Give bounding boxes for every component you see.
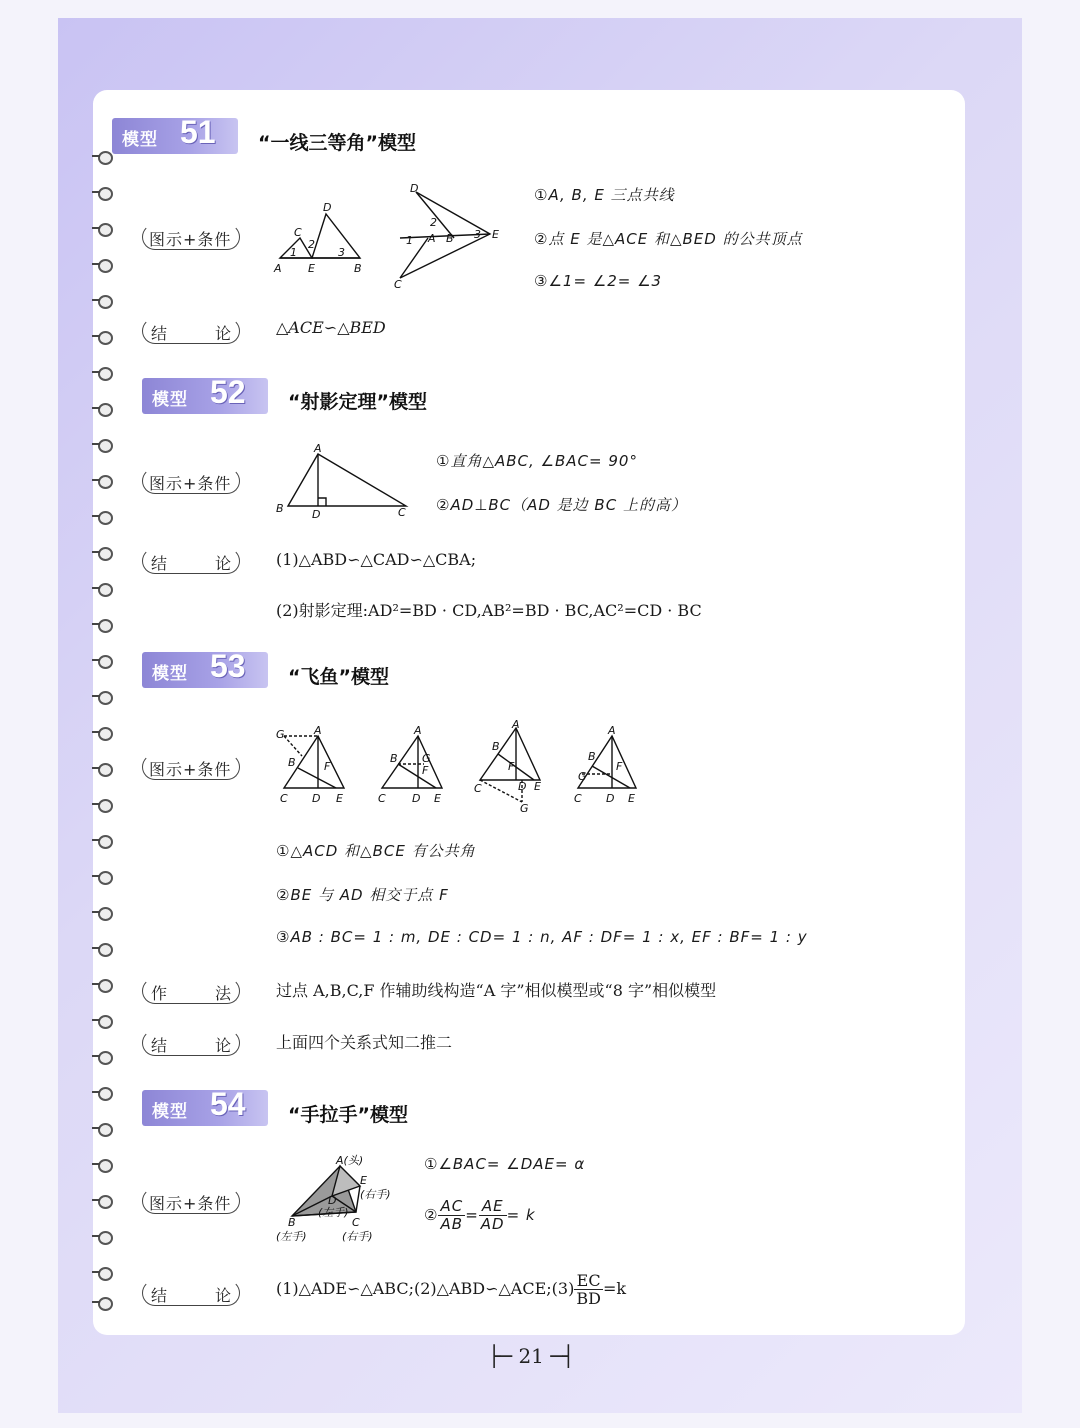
badge-number: 53 — [210, 648, 246, 684]
model-54-title: “手拉手”模型 — [288, 1104, 408, 1126]
svg-text:F: F — [508, 760, 515, 773]
model-52-title: “射影定理”模型 — [288, 391, 427, 413]
model-51-condition-3: ③∠1= ∠2= ∠3 — [534, 272, 663, 290]
figure-condition-label: 图示+条件 — [142, 224, 240, 250]
conclusion-label: 结 论 — [142, 1280, 240, 1306]
model-53-badge — [142, 648, 268, 688]
badge-word: 模型 — [152, 390, 188, 410]
svg-text:E: E — [628, 792, 635, 805]
model-51-condition-2: ②点 E 是△ACE 和△BED 的公共顶点 — [534, 230, 803, 248]
model-54-condition-2: ② $\frac{AC}{AB}$ = $\frac{AE}{AD}$ = k — [424, 1197, 536, 1233]
model-52-conclusion-2: (2)射影定理:AD²=BD · CD,AB²=BD · BC,AC²=CD · BC — [276, 601, 702, 620]
svg-text:C: C — [378, 792, 386, 805]
flying-fish-figure-3 — [474, 718, 541, 815]
model-54-badge — [142, 1086, 268, 1126]
svg-text:A: A — [512, 718, 520, 731]
svg-text:C: C — [574, 792, 582, 805]
svg-text:B: B — [354, 262, 362, 275]
svg-text:B: B — [276, 502, 284, 515]
svg-text:G: G — [276, 728, 285, 741]
svg-text:C: C — [280, 792, 288, 805]
svg-text:(左手): (左手) — [318, 1206, 349, 1219]
svg-text:E: E — [336, 792, 343, 805]
svg-text:A: A — [274, 262, 282, 275]
svg-text:B: B — [288, 1216, 296, 1229]
model-54-condition-1: ①∠BAC= ∠DAE= α — [424, 1155, 586, 1173]
svg-text:B: B — [288, 756, 296, 769]
model-53-figures — [272, 718, 652, 816]
svg-text:C: C — [474, 782, 482, 795]
svg-text:C: C — [398, 506, 406, 519]
svg-text:A: A — [414, 724, 422, 737]
svg-text:A: A — [314, 442, 322, 455]
conclusion-label: 结 论 — [142, 548, 240, 574]
svg-text:E: E — [434, 792, 441, 805]
model-53-condition-2: ②BE 与 AD 相交于点 F — [276, 886, 449, 904]
badge-word: 模型 — [122, 130, 158, 150]
svg-text:A: A — [608, 724, 616, 737]
svg-text:D: D — [606, 792, 615, 805]
model-51-badge — [112, 114, 238, 154]
svg-text:E: E — [308, 262, 315, 275]
svg-text:A: A — [428, 232, 436, 245]
model-51-condition-1: ①A, B, E 三点共线 — [534, 186, 675, 204]
svg-text:A(头): A(头) — [336, 1154, 364, 1167]
svg-text:F: F — [324, 760, 331, 773]
model-51-conclusion: △ACE∽△BED — [276, 318, 386, 337]
model-53-condition-1: ①△ACD 和△BCE 有公共角 — [276, 842, 476, 860]
svg-text:D: D — [410, 182, 419, 195]
svg-text:3: 3 — [338, 246, 345, 259]
spiral-binding — [92, 150, 120, 1310]
model-52-condition-2: ②AD⊥BC（AD 是边 BC 上的高） — [436, 496, 687, 514]
svg-text:E: E — [534, 780, 541, 793]
svg-text:3: 3 — [474, 228, 481, 241]
model-52-condition-1: ①直角△ABC, ∠BAC= 90° — [436, 452, 638, 470]
flying-fish-figure-4 — [574, 724, 636, 805]
svg-text:2: 2 — [308, 238, 315, 251]
book-page — [93, 90, 965, 1335]
svg-text:B: B — [588, 750, 596, 763]
badge-number: 54 — [210, 1086, 246, 1122]
svg-text:F: F — [422, 764, 429, 777]
svg-text:B: B — [390, 752, 398, 765]
model-51-title: “一线三等角”模型 — [258, 132, 416, 154]
svg-text:C: C — [294, 226, 302, 239]
svg-text:(左手): (左手) — [276, 1230, 307, 1243]
badge-word: 模型 — [152, 1102, 188, 1122]
model-51-figure-1 — [272, 200, 372, 280]
model-53-title: “飞鱼”模型 — [288, 666, 389, 688]
conclusion-label: 结 论 — [142, 1030, 240, 1056]
figure-condition-label: 图示+条件 — [142, 468, 240, 494]
svg-text:B: B — [492, 740, 500, 753]
model-54-figure — [272, 1154, 402, 1250]
svg-text:G: G — [520, 802, 529, 815]
svg-text:D: D — [323, 201, 332, 214]
badge-number: 52 — [210, 374, 246, 410]
svg-text:G: G — [578, 770, 587, 783]
model-52-conclusion-1: (1)△ABD∽△CAD∽△CBA; — [276, 550, 477, 569]
svg-text:D: D — [312, 508, 321, 521]
svg-text:C: C — [352, 1216, 360, 1229]
figure-condition-label: 图示+条件 — [142, 1188, 240, 1214]
page-number: ├─ 21 ─┤ — [488, 1344, 575, 1368]
svg-text:F: F — [616, 760, 623, 773]
figure-condition-label: 图示+条件 — [142, 754, 240, 780]
model-54-conclusion: (1)△ADE∽△ABC;(2)△ABD∽△ACE;(3) $\frac{EC}{BD}$ =k — [276, 1271, 627, 1308]
conclusion-label: 结 论 — [142, 318, 240, 344]
model-52-figure — [270, 440, 420, 522]
svg-text:D: D — [518, 780, 527, 793]
model-53-conclusion: 上面四个关系式知二推二 — [276, 1033, 453, 1052]
model-53-method: 过点 A,B,C,F 作辅助线构造“A 字”相似模型或“8 字”相似模型 — [276, 981, 717, 1000]
method-label: 作 法 — [142, 978, 240, 1004]
svg-text:(右手): (右手) — [360, 1188, 391, 1201]
svg-text:E: E — [492, 228, 499, 241]
svg-text:2: 2 — [430, 216, 437, 229]
flying-fish-figure-2 — [378, 724, 442, 805]
badge-word: 模型 — [152, 664, 188, 684]
model-52-badge — [142, 374, 268, 414]
svg-text:B: B — [446, 232, 454, 245]
svg-text:D: D — [328, 1194, 337, 1207]
svg-text:D: D — [412, 792, 421, 805]
svg-text:1: 1 — [406, 234, 413, 247]
badge-number: 51 — [180, 114, 216, 150]
svg-text:C: C — [394, 278, 402, 291]
svg-text:G: G — [422, 752, 431, 765]
model-51-figure-2 — [392, 182, 508, 292]
svg-text:A: A — [314, 724, 322, 737]
svg-text:D: D — [312, 792, 321, 805]
svg-text:E: E — [360, 1174, 367, 1187]
flying-fish-figure-1 — [276, 724, 344, 805]
svg-text:1: 1 — [290, 246, 297, 259]
svg-text:(右手): (右手) — [342, 1230, 373, 1243]
model-53-condition-3: ③AB : BC= 1 : m, DE : CD= 1 : n, AF : DF= 1 : x, EF : BF= 1 : y — [276, 928, 808, 946]
